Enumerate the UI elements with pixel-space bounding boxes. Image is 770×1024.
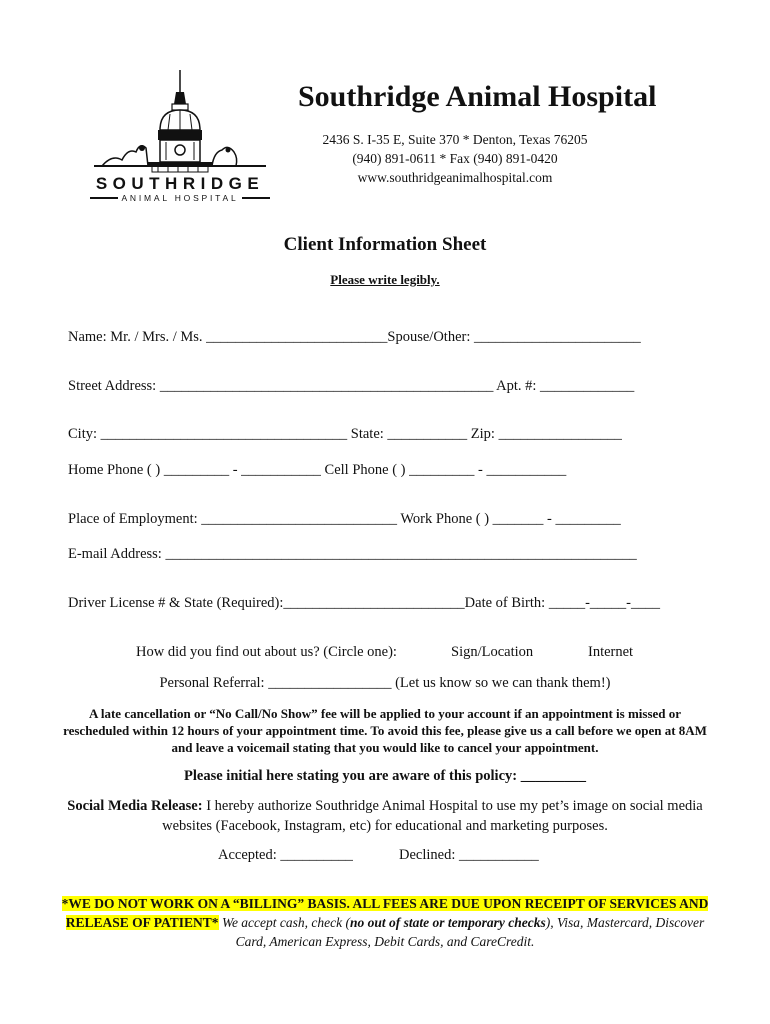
cancellation-policy: A late cancellation or “No Call/No Show” fee will be applied to your account if an appointment is missed or rescheduled within 12 hours of your appointment time. To avoid this fee, please give us a call before we open at 8AM and leave a voicemail stating that you would like to cancel your appointment. bbox=[63, 706, 707, 755]
find-us-question: How did you find out about us? (Circle one): bbox=[136, 644, 397, 660]
billing-warning: *WE DO NOT WORK ON A “BILLING” BASIS. ALL FEES ARE DUE UPON RECEIPT OF SERVICES AND RELEASE OF PATIENT* bbox=[61, 896, 709, 930]
payment-notice bbox=[60, 894, 710, 951]
form-instruction: Please write legibly. bbox=[330, 272, 440, 287]
policy-initial-field[interactable]: Please initial here stating you are aware of this policy: _________ bbox=[184, 768, 586, 784]
accepted-field[interactable]: Accepted: __________ bbox=[218, 847, 353, 863]
city-state-zip-field[interactable]: City: __________________________________ State: ___________ Zip: _________________ bbox=[68, 426, 622, 442]
find-option-sign[interactable]: Sign/Location bbox=[451, 644, 534, 660]
hospital-website[interactable]: www.southridgeanimalhospital.com bbox=[357, 170, 553, 185]
payment-methods-pre: We accept cash, check ( bbox=[218, 915, 350, 930]
employment-workphone-field[interactable]: Place of Employment: ___________________________ Work Phone ( ) _______ - _________ bbox=[68, 511, 621, 527]
check-restriction: no out of state or temporary checks bbox=[350, 915, 546, 930]
referral-field[interactable]: Personal Referral: _________________ (Let us know so we can thank them!) bbox=[159, 675, 611, 691]
declined-field[interactable]: Declined: ___________ bbox=[399, 847, 539, 863]
svg-text:ANIMAL HOSPITAL: ANIMAL HOSPITAL bbox=[121, 193, 239, 203]
form-title: Client Information Sheet bbox=[283, 234, 487, 255]
street-apt-field[interactable]: Street Address: ______________________________________________ Apt. #: _____________ bbox=[68, 378, 635, 394]
hospital-logo bbox=[88, 68, 272, 209]
hospital-address: 2436 S. I-35 E, Suite 370 * Denton, Texas 76205 bbox=[322, 132, 588, 147]
name-spouse-field[interactable]: Name: Mr. / Mrs. / Ms. _________________________Spouse/Other: _______________________ bbox=[68, 329, 641, 345]
find-option-internet[interactable]: Internet bbox=[588, 644, 634, 660]
social-media-label: Social Media Release: bbox=[67, 798, 203, 814]
email-field[interactable]: E-mail Address: _________________________________________________________________ bbox=[68, 546, 637, 562]
license-dob-field[interactable]: Driver License # & State (Required):_________________________Date of Birth: _____-_____-____ bbox=[68, 595, 660, 611]
home-cell-phone-field[interactable]: Home Phone ( ) _________ - ___________ Cell Phone ( ) _________ - ___________ bbox=[68, 462, 567, 478]
payment-methods-post: ), Visa, Mastercard, Discover Card, American Express, Debit Cards, and CareCredit. bbox=[235, 915, 705, 949]
social-media-release bbox=[60, 796, 710, 836]
svg-text:SOUTHRIDGE: SOUTHRIDGE bbox=[95, 174, 265, 193]
hospital-phone: (940) 891-0611 * Fax (940) 891-0420 bbox=[352, 151, 558, 166]
hospital-title: Southridge Animal Hospital bbox=[298, 80, 657, 113]
social-media-text: I hereby authorize Southridge Animal Hospital to use my pet’s image on social media websites (Facebook, Instagram, etc) for educational and marketing purposes. bbox=[162, 798, 703, 834]
hospital-building-icon bbox=[88, 68, 272, 204]
